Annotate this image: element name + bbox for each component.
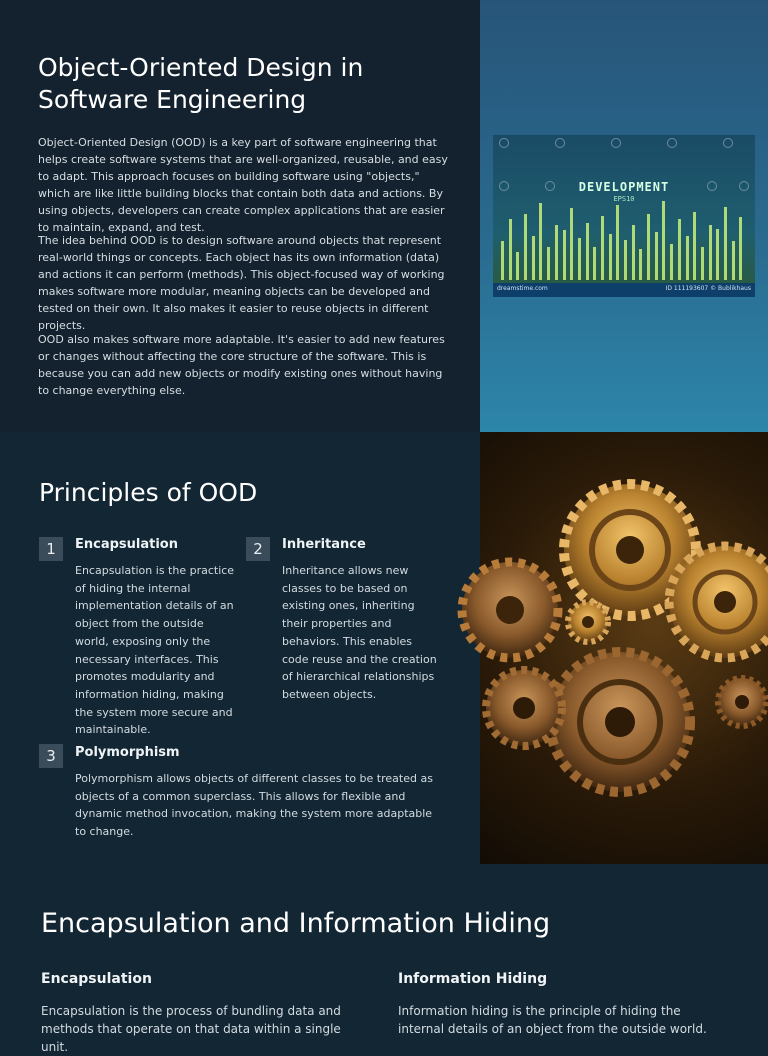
chart-bar <box>601 216 604 280</box>
chart-bar <box>501 241 504 280</box>
principle-number-badge: 1 <box>39 537 63 561</box>
image-title: DEVELOPMENT <box>578 180 670 194</box>
chart-bar <box>686 236 689 280</box>
principle-title-inheritance: Inheritance <box>282 537 366 552</box>
slide-title: Encapsulation and Information Hiding <box>41 908 551 939</box>
image-footer <box>493 283 755 297</box>
intro-paragraph-1: Object-Oriented Design (OOD) is a key part of software engineering that helps create software systems that are well-organized, reusable, and easy to adapt. This approach focuses on building software using "objects," which are like little building blocks that contain both data and actions. By using objects, developers can create complex applications that are easier to maintain, expand, and test. <box>38 136 448 234</box>
chart-bar <box>516 252 519 280</box>
column-heading-encapsulation: Encapsulation <box>41 971 152 987</box>
chart-bar <box>547 247 550 280</box>
chart-bar <box>716 229 719 280</box>
chart-bar <box>532 236 535 280</box>
slide-principles <box>0 432 768 864</box>
column-heading-information-hiding: Information Hiding <box>398 971 548 987</box>
column-text-encapsulation: Encapsulation is the process of bundling data and methods that operate on that data within a single unit. <box>41 1004 341 1054</box>
gears-image <box>480 432 768 864</box>
principle-title-polymorphism: Polymorphism <box>75 745 180 760</box>
chart-bar <box>739 217 742 280</box>
principle-description-polymorphism: Polymorphism allows objects of different classes to be treated as objects of a common superclass. This allows for flexible and dynamic method invocation, making the system more adaptable to change. <box>75 772 433 839</box>
image-subtitle: EPS10 <box>613 195 635 203</box>
image-footer-id: ID 111193607 © Bublikhaus <box>665 285 751 292</box>
swirl-icon <box>499 138 509 148</box>
chart-bar <box>563 230 566 280</box>
image-panel <box>480 0 768 432</box>
swirl-icon <box>611 138 621 148</box>
principle-description-encapsulation: Encapsulation is the practice of hiding the internal implementation details of an object from the outside world, exposing only the necessary interfaces. This promotes modularity and information hiding, making the system more secure and maintainable. <box>75 564 235 737</box>
intro-paragraph-2: The idea behind OOD is to design software around objects that represent real-world things or concepts. Each object has its own information (data) and actions it can perform (methods). This object-focused way of working makes software more modular, meaning objects can be developed and tested on their own. It also makes it easier to reuse objects in different projects. <box>38 234 445 332</box>
chart-bar <box>593 247 596 280</box>
gear-bottom-left <box>486 670 562 746</box>
chart-bar <box>655 232 658 280</box>
gear-left <box>462 562 558 658</box>
chart-bar <box>586 223 589 280</box>
slide-title: Principles of OOD <box>39 478 258 507</box>
chart-bar <box>524 214 527 280</box>
gear-small-center <box>568 602 608 642</box>
chart-bar <box>570 208 573 280</box>
swirl-icon <box>723 138 733 148</box>
chart-bar <box>639 249 642 280</box>
principle-number-badge: 3 <box>39 744 63 768</box>
chart-bar <box>578 238 581 280</box>
slide-encapsulation <box>0 864 768 1054</box>
development-stock-image <box>493 135 755 297</box>
principle-number-badge: 2 <box>246 537 270 561</box>
chart-bar <box>539 203 542 280</box>
swirl-icon <box>667 138 677 148</box>
slide-intro <box>0 0 768 432</box>
image-footer-source: dreamstime.com <box>497 285 548 292</box>
gear-small-right <box>718 678 766 726</box>
chart-bar <box>693 212 696 280</box>
chart-bar <box>678 219 681 280</box>
principle-title-encapsulation: Encapsulation <box>75 537 178 552</box>
slide-title: Object-Oriented Design in Software Engineering <box>38 53 364 114</box>
gears-icon <box>480 432 768 864</box>
column-text-information-hiding: Information hiding is the principle of hiding the internal details of an object from the outside world. <box>398 1004 707 1036</box>
chart-bar <box>624 240 627 280</box>
chart-bar <box>701 247 704 280</box>
principle-description-inheritance: Inheritance allows new classes to be based on existing ones, inheriting their properties and behaviors. This enables code reuse and the creation of hierarchical relationships between objects. <box>282 564 437 701</box>
chart-bar <box>709 225 712 280</box>
chart-bar <box>555 225 558 280</box>
chart-bar <box>647 214 650 280</box>
swirl-icon <box>555 138 565 148</box>
chart-bar <box>724 207 727 280</box>
chart-bar <box>609 234 612 280</box>
chart-bar <box>616 205 619 280</box>
chart-bar <box>670 244 673 280</box>
chart-bar <box>509 219 512 280</box>
chart-bar <box>662 201 665 280</box>
chart-bar <box>632 225 635 280</box>
intro-paragraph-3: OOD also makes software more adaptable. It's easier to add new features or changes without affecting the core structure of the software. This is because you can add new objects or modify existing ones without having to change everything else. <box>38 333 445 397</box>
chart-bar <box>732 241 735 280</box>
gear-bottom-center <box>550 652 690 792</box>
